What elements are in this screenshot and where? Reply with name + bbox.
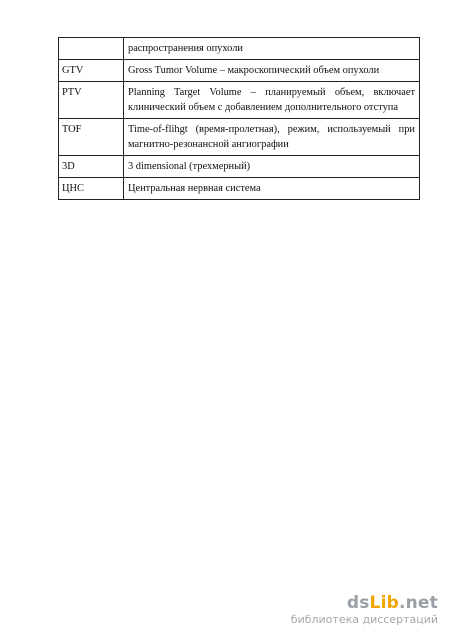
watermark-logo-net: .net — [398, 593, 438, 613]
table-row — [59, 178, 420, 200]
table-row — [59, 60, 420, 82]
abbreviations-table — [58, 37, 420, 200]
definition-cell: Центральная нервная система — [124, 178, 420, 200]
definition-cell: Time-of-flihgt (время-пролетная), режим, используемый при магнитно-резонансной ангиографии — [124, 119, 420, 156]
watermark-logo — [291, 594, 438, 613]
abbreviation-cell: ЦНС — [59, 178, 124, 200]
definition-cell: 3 dimensional (трехмерный) — [124, 156, 420, 178]
abbreviation-cell — [59, 38, 124, 60]
abbreviation-cell: PTV — [59, 82, 124, 119]
watermark-logo-ds: ds — [346, 593, 370, 613]
table-row — [59, 156, 420, 178]
table-row — [59, 119, 420, 156]
abbreviation-cell: GTV — [59, 60, 124, 82]
definition-cell: распространения опухоли — [124, 38, 420, 60]
table-row — [59, 82, 420, 119]
abbreviation-cell: TOF — [59, 119, 124, 156]
table-row — [59, 38, 420, 60]
watermark-subtitle: библиотека диссертаций — [290, 613, 438, 626]
definition-cell: Planning Target Volume – планируемый объем, включает клинический объем с добавлением дополнительного отступа — [124, 82, 420, 119]
definition-cell: Gross Tumor Volume – макроскопический объем опухоли — [124, 60, 420, 82]
site-watermark — [291, 594, 438, 626]
abbreviation-cell: 3D — [59, 156, 124, 178]
watermark-logo-lib: Lib — [369, 593, 399, 613]
